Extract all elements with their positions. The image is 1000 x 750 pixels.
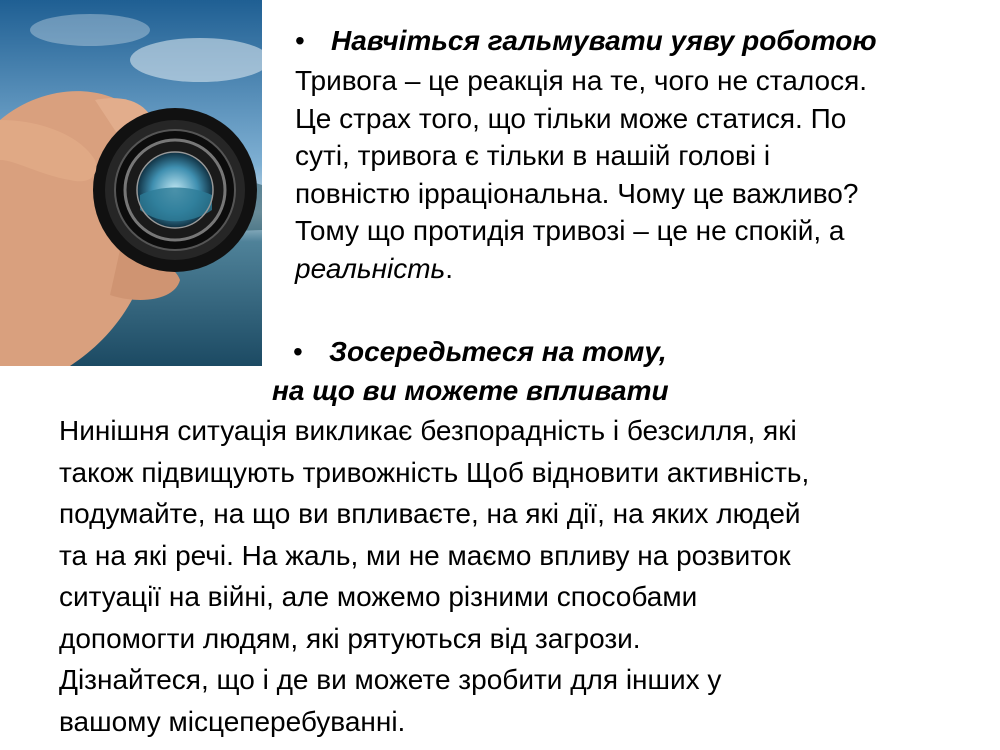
heading-text: Навчіться гальмувати уяву роботою <box>331 25 877 56</box>
section-focus-body <box>59 410 989 742</box>
body-line: та на які речі. На жаль, ми не маємо впливу на розвиток <box>59 539 791 571</box>
body-line-last <box>295 250 995 288</box>
heading-line-2: на що ви можете впливати <box>272 375 669 406</box>
body-line: Дізнайтеся, що і де ви можете зробити для інших у <box>59 664 722 695</box>
period: . <box>445 252 454 284</box>
body-line: ситуації на війні, але можемо різними способами <box>59 581 698 612</box>
body-line: подумайте, на що ви впливаєте, на які дії, на яких людей <box>59 498 801 529</box>
heading-line-1 <box>293 333 667 371</box>
body-line: Тому що протидія тривозі – це не спокій, а <box>295 215 845 246</box>
body-line: Тривога – це реакція на те, чого не сталося. <box>295 65 868 96</box>
italic-word: реальність <box>295 252 446 284</box>
body-line: суті, тривога є тільки в нашій голові і <box>295 140 771 171</box>
body-line: також підвищують тривожність Щоб відновити активність, <box>59 456 810 488</box>
bullet-icon: • <box>293 336 303 367</box>
body-line: вашому місцеперебуванні. <box>59 705 406 737</box>
body-line: допомогти людям, які рятуються від загрози. <box>59 622 641 654</box>
heading-text: Зосередьтеся на тому, <box>329 336 667 367</box>
bullet-icon: • <box>295 25 305 56</box>
section-body <box>295 62 995 287</box>
body-line: Це страх того, що тільки може статися. По <box>295 102 847 134</box>
camera-lens-illustration <box>0 0 262 366</box>
body-line: Нинішня ситуація викликає безпорадність і безсилля, які <box>59 415 797 446</box>
lens-photo <box>0 0 262 366</box>
section-work-tip <box>295 22 995 287</box>
section-heading <box>295 22 995 60</box>
body-line: повністю ірраціональна. Чому це важливо? <box>295 177 859 209</box>
